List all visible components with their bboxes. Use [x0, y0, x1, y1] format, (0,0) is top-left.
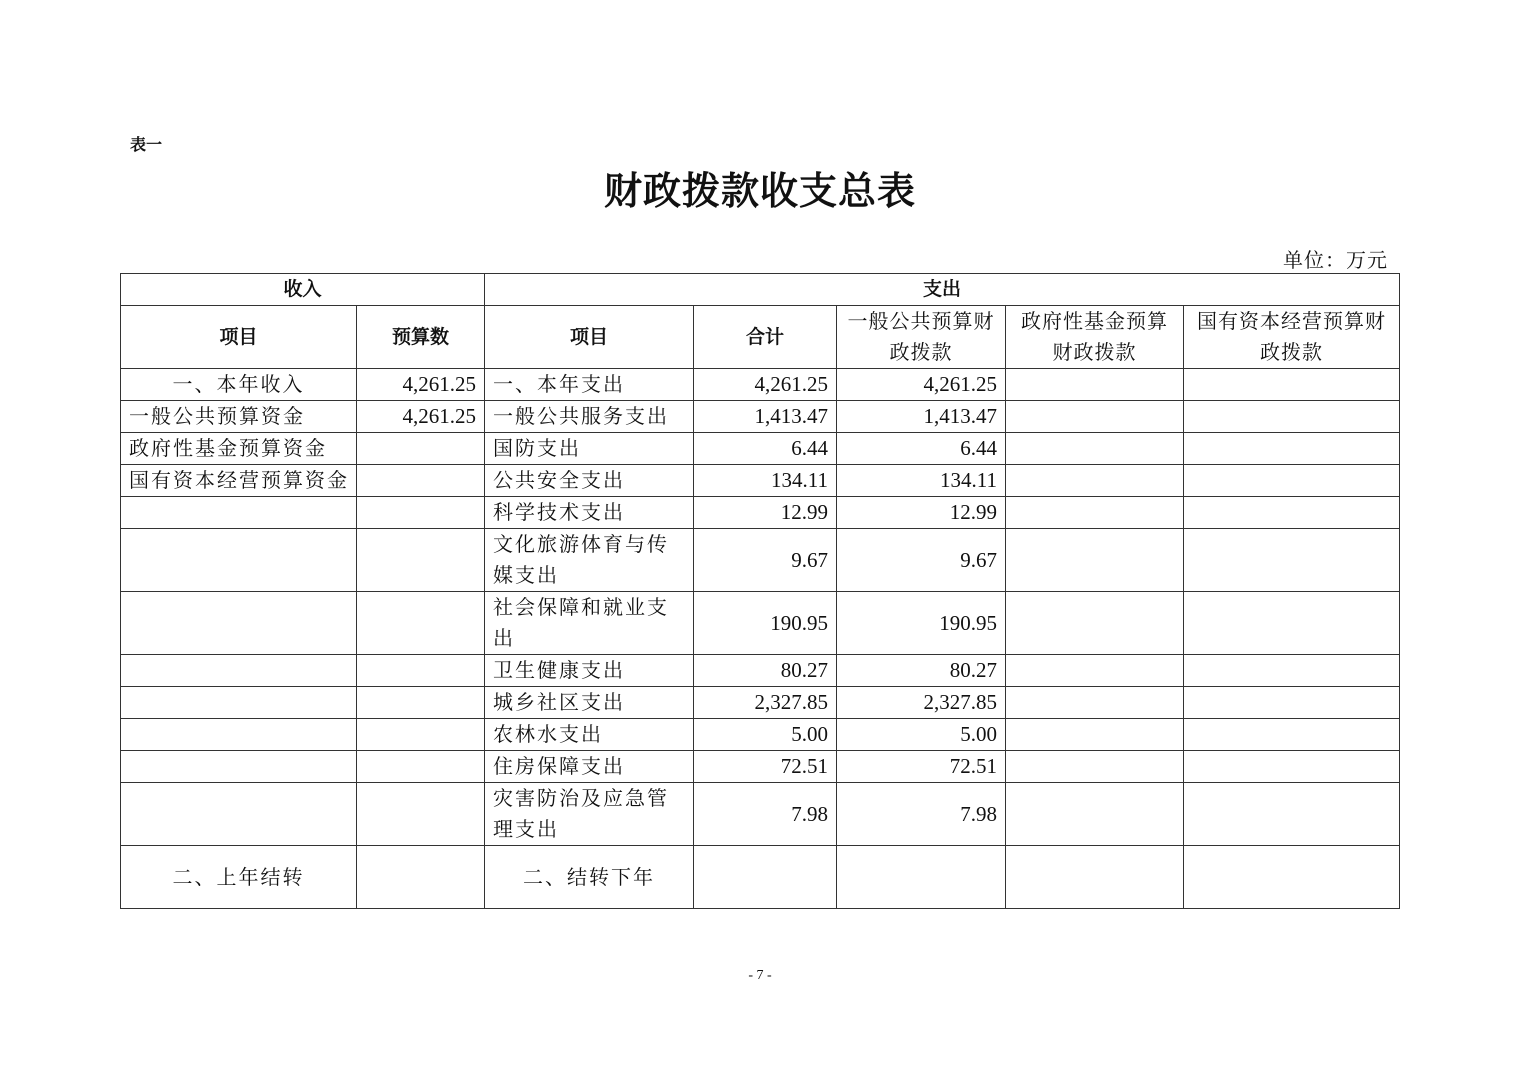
cell-general: 6.44: [837, 433, 1006, 465]
table-row: [121, 719, 1400, 751]
cell-income-budget: [357, 465, 485, 497]
cell-income-item: 政府性基金预算资金: [121, 433, 357, 465]
cell-gov-fund: [1006, 655, 1184, 687]
group-header-row: [121, 274, 1400, 306]
table-row: [121, 751, 1400, 783]
cell-total: 5.00: [694, 719, 837, 751]
cell-state-capital: [1184, 401, 1400, 433]
table-row: [121, 465, 1400, 497]
cell-general: 80.27: [837, 655, 1006, 687]
col-header-total: 合计: [694, 306, 837, 369]
expense-group-header: 支出: [485, 274, 1400, 306]
cell-expense-item: 一般公共服务支出: [485, 401, 694, 433]
col-header-income-item: 项目: [121, 306, 357, 369]
cell-expense-item: 住房保障支出: [485, 751, 694, 783]
cell-state-capital: [1184, 369, 1400, 401]
cell-total: 190.95: [694, 592, 837, 655]
cell-gov-fund: [1006, 465, 1184, 497]
table-row: [121, 369, 1400, 401]
cell-state-capital: [1184, 687, 1400, 719]
cell-income-budget: [357, 751, 485, 783]
cell-expense-item: 国防支出: [485, 433, 694, 465]
cell-general: [837, 846, 1006, 909]
cell-gov-fund: [1006, 783, 1184, 846]
cell-total: 2,327.85: [694, 687, 837, 719]
cell-income-budget: [357, 783, 485, 846]
cell-state-capital: [1184, 719, 1400, 751]
cell-income-budget: [357, 846, 485, 909]
cell-state-capital: [1184, 655, 1400, 687]
cell-total: 7.98: [694, 783, 837, 846]
cell-state-capital: [1184, 751, 1400, 783]
cell-income-budget: [357, 655, 485, 687]
cell-income-item: [121, 529, 357, 592]
cell-state-capital: [1184, 846, 1400, 909]
table-row: [121, 401, 1400, 433]
cell-gov-fund: [1006, 751, 1184, 783]
col-header-income-budget: 预算数: [357, 306, 485, 369]
cell-income-budget: [357, 687, 485, 719]
cell-expense-item: 社会保障和就业支出: [485, 592, 694, 655]
cell-income-item: [121, 655, 357, 687]
cell-expense-item: 一、本年支出: [485, 369, 694, 401]
table-label: 表一: [130, 135, 163, 154]
cell-gov-fund: [1006, 401, 1184, 433]
cell-gov-fund: [1006, 592, 1184, 655]
cell-total: 1,413.47: [694, 401, 837, 433]
page-number: - 7 -: [748, 968, 772, 983]
table-row: [121, 687, 1400, 719]
cell-income-budget: [357, 497, 485, 529]
cell-income-item: 一般公共预算资金: [121, 401, 357, 433]
cell-general: 72.51: [837, 751, 1006, 783]
cell-income-item: 二、上年结转: [121, 846, 357, 909]
cell-state-capital: [1184, 592, 1400, 655]
cell-expense-item: 公共安全支出: [485, 465, 694, 497]
cell-income-item: 一、本年收入: [121, 369, 357, 401]
cell-total: 6.44: [694, 433, 837, 465]
cell-gov-fund: [1006, 719, 1184, 751]
table-row: [121, 433, 1400, 465]
cell-gov-fund: [1006, 687, 1184, 719]
cell-income-item: [121, 751, 357, 783]
cell-income-budget: 4,261.25: [357, 369, 485, 401]
cell-total: 9.67: [694, 529, 837, 592]
cell-income-budget: 4,261.25: [357, 401, 485, 433]
cell-general: 7.98: [837, 783, 1006, 846]
unit-label: 单位：万元: [1283, 248, 1388, 272]
table-row: [121, 497, 1400, 529]
cell-gov-fund: [1006, 369, 1184, 401]
col-header-gov-fund: 政府性基金预算财政拨款: [1006, 306, 1184, 369]
cell-expense-item: 灾害防治及应急管理支出: [485, 783, 694, 846]
cell-expense-item: 农林水支出: [485, 719, 694, 751]
cell-gov-fund: [1006, 433, 1184, 465]
cell-income-item: 国有资本经营预算资金: [121, 465, 357, 497]
cell-general: 12.99: [837, 497, 1006, 529]
cell-general: 2,327.85: [837, 687, 1006, 719]
cell-general: 1,413.47: [837, 401, 1006, 433]
cell-total: 80.27: [694, 655, 837, 687]
cell-gov-fund: [1006, 846, 1184, 909]
cell-expense-item: 二、结转下年: [485, 846, 694, 909]
cell-income-item: [121, 592, 357, 655]
cell-general: 4,261.25: [837, 369, 1006, 401]
cell-general: 134.11: [837, 465, 1006, 497]
cell-total: [694, 846, 837, 909]
cell-income-item: [121, 497, 357, 529]
cell-total: 134.11: [694, 465, 837, 497]
cell-income-budget: [357, 433, 485, 465]
cell-gov-fund: [1006, 529, 1184, 592]
table-row: [121, 846, 1400, 909]
cell-income-budget: [357, 592, 485, 655]
table-row: [121, 783, 1400, 846]
cell-expense-item: 文化旅游体育与传媒支出: [485, 529, 694, 592]
cell-income-item: [121, 783, 357, 846]
cell-expense-item: 城乡社区支出: [485, 687, 694, 719]
cell-gov-fund: [1006, 497, 1184, 529]
budget-table: [120, 273, 1400, 909]
cell-state-capital: [1184, 783, 1400, 846]
cell-general: 190.95: [837, 592, 1006, 655]
col-header-general: 一般公共预算财政拨款: [837, 306, 1006, 369]
cell-total: 12.99: [694, 497, 837, 529]
cell-state-capital: [1184, 529, 1400, 592]
cell-income-budget: [357, 529, 485, 592]
table-row: [121, 529, 1400, 592]
cell-income-item: [121, 719, 357, 751]
income-group-header: 收入: [121, 274, 485, 306]
cell-general: 5.00: [837, 719, 1006, 751]
col-header-state-capital: 国有资本经营预算财政拨款: [1184, 306, 1400, 369]
table-row: [121, 655, 1400, 687]
cell-expense-item: 卫生健康支出: [485, 655, 694, 687]
column-header-row: [121, 306, 1400, 369]
cell-state-capital: [1184, 433, 1400, 465]
cell-income-item: [121, 687, 357, 719]
cell-total: 72.51: [694, 751, 837, 783]
table-row: [121, 592, 1400, 655]
page-title: 财政拨款收支总表: [603, 168, 916, 213]
cell-state-capital: [1184, 497, 1400, 529]
cell-income-budget: [357, 719, 485, 751]
cell-general: 9.67: [837, 529, 1006, 592]
cell-total: 4,261.25: [694, 369, 837, 401]
cell-state-capital: [1184, 465, 1400, 497]
col-header-expense-item: 项目: [485, 306, 694, 369]
cell-expense-item: 科学技术支出: [485, 497, 694, 529]
